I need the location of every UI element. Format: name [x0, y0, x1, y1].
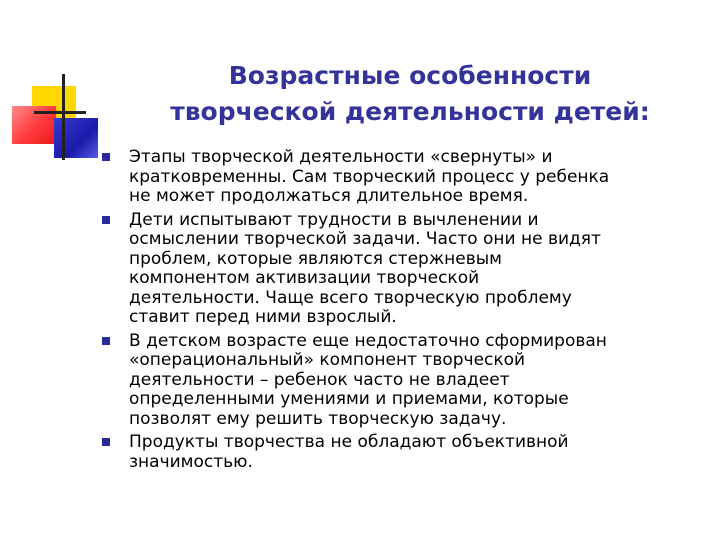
slide-title [110, 58, 710, 130]
bullet-item [100, 148, 705, 207]
bullet-text-line: деятельности. Чаще всего творческую проблему [129, 287, 572, 308]
bullet-text-line: Продукты творчества не обладают объективной [129, 432, 569, 452]
bullet-text-line: кратковременны. Сам творческий процесс у ребенка [129, 166, 610, 187]
bullet-item [100, 332, 705, 430]
slide-title-line: творческой деятельности детей: [170, 97, 650, 126]
bullet-text-line: определенными умениями и приемами, которые [129, 389, 569, 409]
horizontal-line-decoration [34, 111, 86, 114]
bullet-text-line: Этапы творческой деятельности «свернуты» и [129, 147, 553, 167]
bullet-text-line: значимостью. [129, 451, 253, 472]
bullet-item [100, 211, 705, 328]
square-bullet-icon [102, 216, 110, 224]
bullet-text-line: Дети испытывают трудности в вычленении и [129, 209, 539, 230]
square-bullet-icon [102, 438, 110, 446]
bullet-text-line: В детском возрасте еще недостаточно сформирован [129, 330, 607, 351]
bullet-text-line: проблем, которые являются стержневым [129, 248, 502, 269]
bullet-list [100, 148, 705, 476]
bullet-item [100, 433, 705, 472]
vertical-line-decoration [62, 74, 65, 160]
square-bullet-icon [102, 337, 110, 345]
bullet-text-line: не может продолжаться длительное время. [129, 186, 529, 206]
bullet-text-line: позволят ему решить творческую задачу. [129, 408, 507, 429]
slide-title-line: Возрастные особенности [228, 61, 592, 90]
bullet-text-line: компонентом активизации творческой [129, 268, 480, 288]
square-bullet-icon [102, 153, 110, 161]
bullet-text-line: «операциональный» компонент творческой [129, 350, 526, 370]
bullet-text-line: осмыслении творческой задачи. Часто они не видят [129, 229, 601, 249]
bullet-text-line: ставит перед ними взрослый. [129, 307, 397, 327]
blue-square-decoration [54, 118, 98, 158]
bullet-text-line: деятельности – ребенок часто не владеет [129, 369, 510, 390]
